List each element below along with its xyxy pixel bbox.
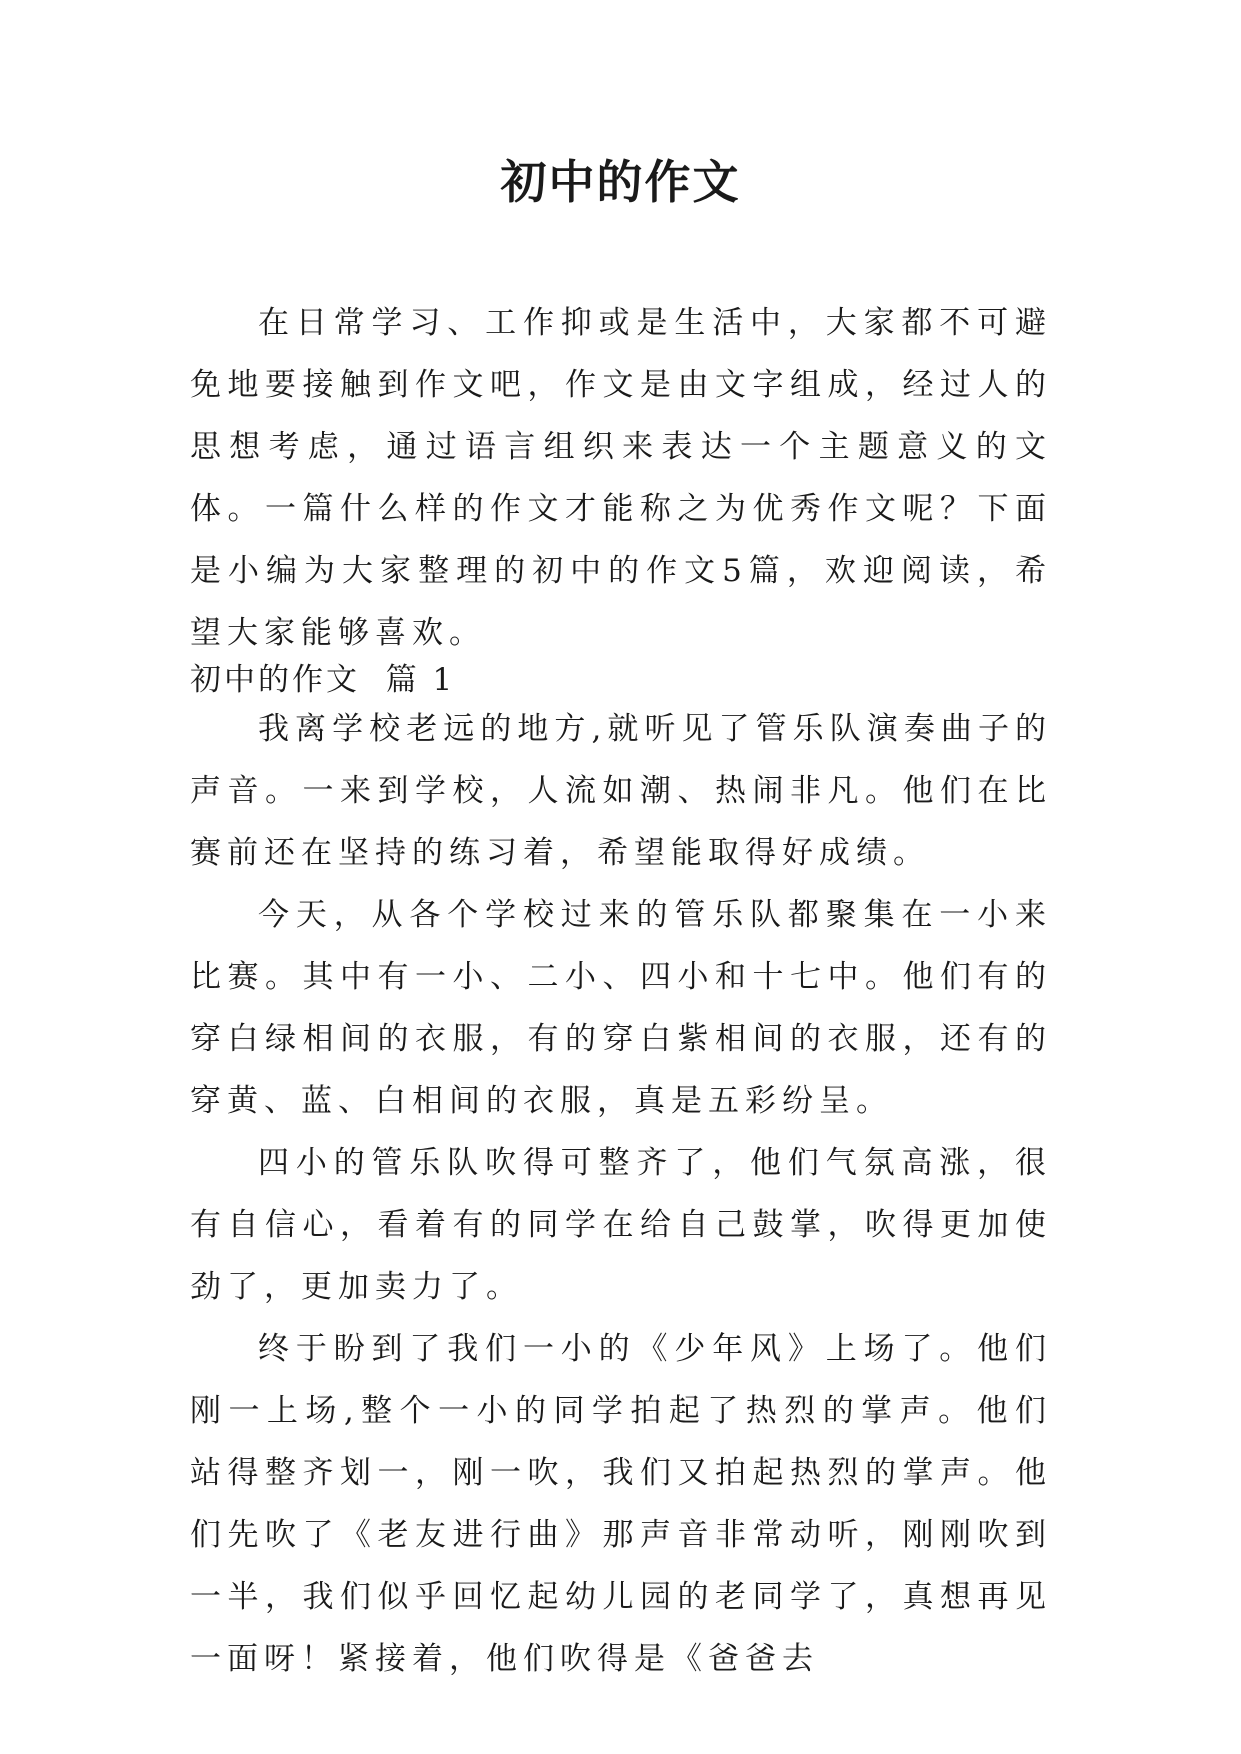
essay-paragraph: 四小的管乐队吹得可整齐了，他们气氛高涨，很有自信心，看着有的同学在给自己鼓掌，吹得更加使劲了，更加卖力了。 [190,1145,1052,1305]
intro-paragraph: 在日常学习、工作抑或是生活中，大家都不可避免地要接触到作文吧，作文是由文字组成，经过人的思想考虑，通过语言组织来表达一个主题意义的文体。一篇什么样的作文才能称之为优秀作文呢？下面是小编为大家整理的初中的作文5篇，欢迎阅读，希望大家能够喜欢。 [190,305,1052,651]
essay-body [190,698,1052,1690]
section-heading: 初中的作文 篇 1 [190,662,456,698]
essay-paragraph: 我离学校老远的地方,就听见了管乐队演奏曲子的声音。一来到学校，人流如潮、热闹非凡。他们在比赛前还在坚持的练习着，希望能取得好成绩。 [190,711,1052,871]
intro-block [190,292,1052,664]
essay-paragraph: 终于盼到了我们一小的《少年风》上场了。他们刚一上场,整个一小的同学拍起了热烈的掌声。他们站得整齐划一，刚一吹，我们又拍起热烈的掌声。他们先吹了《老友进行曲》那声音非常动听，刚刚吹到一半，我们似乎回忆起幼儿园的老同学了，真想再见一面呀！紧接着，他们吹得是《爸爸去 [190,1331,1052,1677]
essay-paragraph: 今天，从各个学校过来的管乐队都聚集在一小来比赛。其中有一小、二小、四小和十七中。他们有的穿白绿相间的衣服，有的穿白紫相间的衣服，还有的穿黄、蓝、白相间的衣服，真是五彩纷呈。 [190,897,1052,1119]
document-title: 初中的作文 [500,155,741,209]
